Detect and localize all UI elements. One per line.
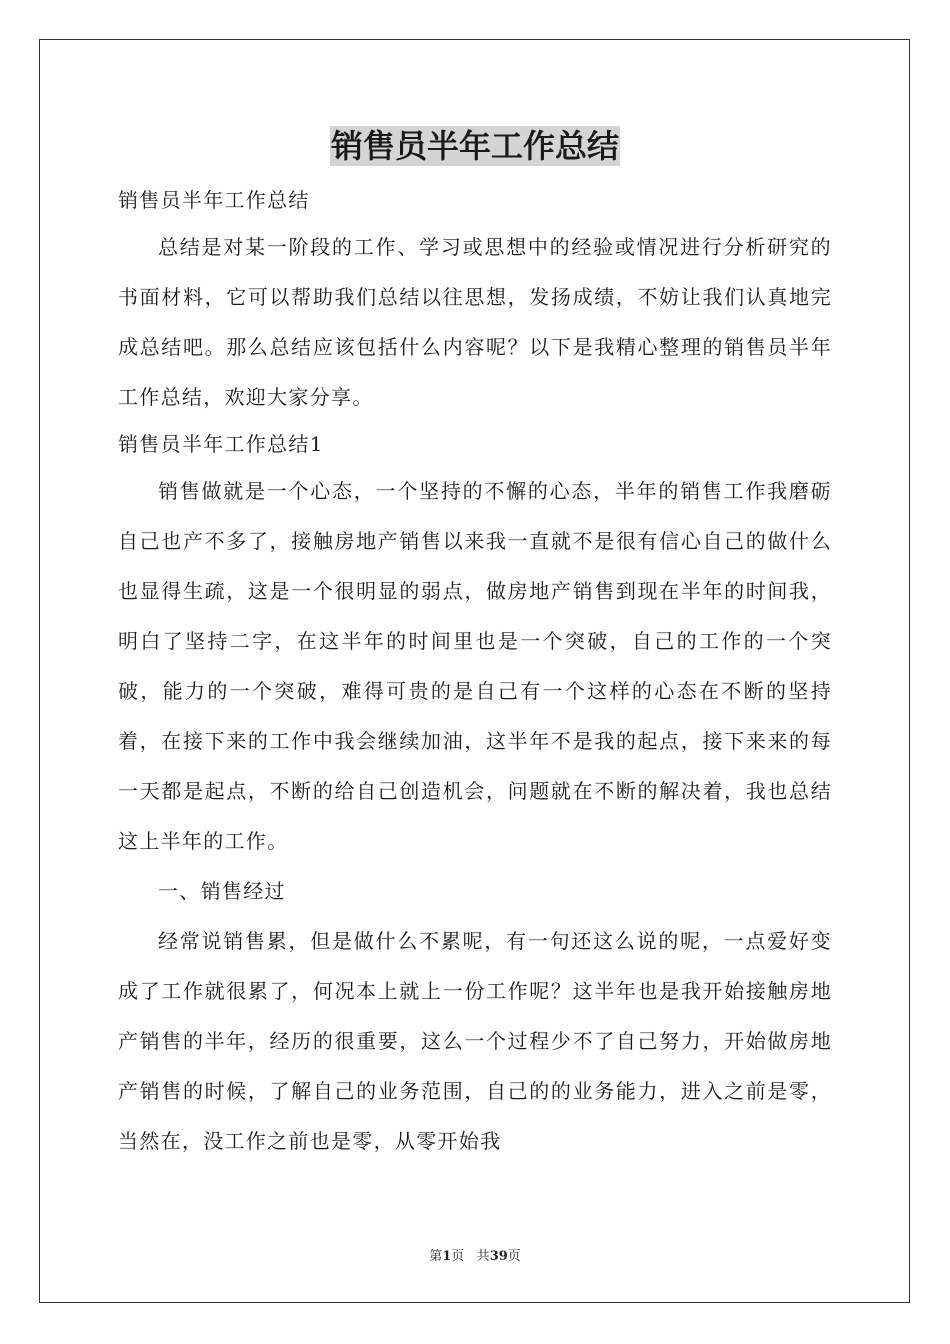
document-body (118, 178, 832, 1166)
page-suffix: 页 (451, 1249, 465, 1264)
total-prefix: 共 (476, 1249, 490, 1264)
paragraph-body: 销售做就是一个心态，一个坚持的不懈的心态，半年的销售工作我磨砺自己也产不多了，接触房地产销售以来我一直就不是很有信心自己的做什么也显得生疏，这是一个很明显的弱点，做房地产销售到现在半年的时间我，明白了坚持二字，在这半年的时间里也是一个突破，自己的工作的一个突破，能力的一个突破，难得可贵的是自己有一个这样的心态在不断的坚持着，在接下来的工作中我会继续加油，这半年不是我的起点，接下来来的每一天都是起点，不断的给自己创造机会，问题就在不断的解决着，我也总结这上半年的工作。 (118, 479, 832, 853)
total-pages: 39 (489, 1249, 508, 1264)
paragraph-section-title: 销售员半年工作总结1 (118, 432, 324, 456)
paragraph-heading: 一、销售经过 (158, 879, 286, 903)
paragraph-body: 经常说销售累，但是做什么不累呢，有一句还这么说的呢，一点爱好变成了工作就很累了，何况本上就上一份工作呢？这半年也是我开始接触房地产销售的半年，经历的很重要，这么一个过程少不了自己努力，开始做房地产销售的时候，了解自己的业务范围，自己的的业务能力，进入之前是零，当然在，没工作之前也是零，从零开始我 (118, 929, 832, 1153)
total-suffix: 页 (507, 1249, 521, 1264)
paragraph-intro: 总结是对某一阶段的工作、学习或思想中的经验或情况进行分析研究的书面材料，它可以帮助我们总结以往思想，发扬成绩，不妨让我们认真地完成总结吧。那么总结应该包括什么内容呢？以下是我精心整理的销售员半年工作总结，欢迎大家分享。 (118, 235, 832, 409)
page-number: 1 (442, 1249, 452, 1264)
document-title (0, 126, 950, 166)
document-title-text: 销售员半年工作总结 (330, 127, 619, 165)
page-prefix: 第 (429, 1249, 443, 1264)
page-footer (0, 1245, 950, 1264)
paragraph-subtitle: 销售员半年工作总结 (118, 188, 310, 212)
